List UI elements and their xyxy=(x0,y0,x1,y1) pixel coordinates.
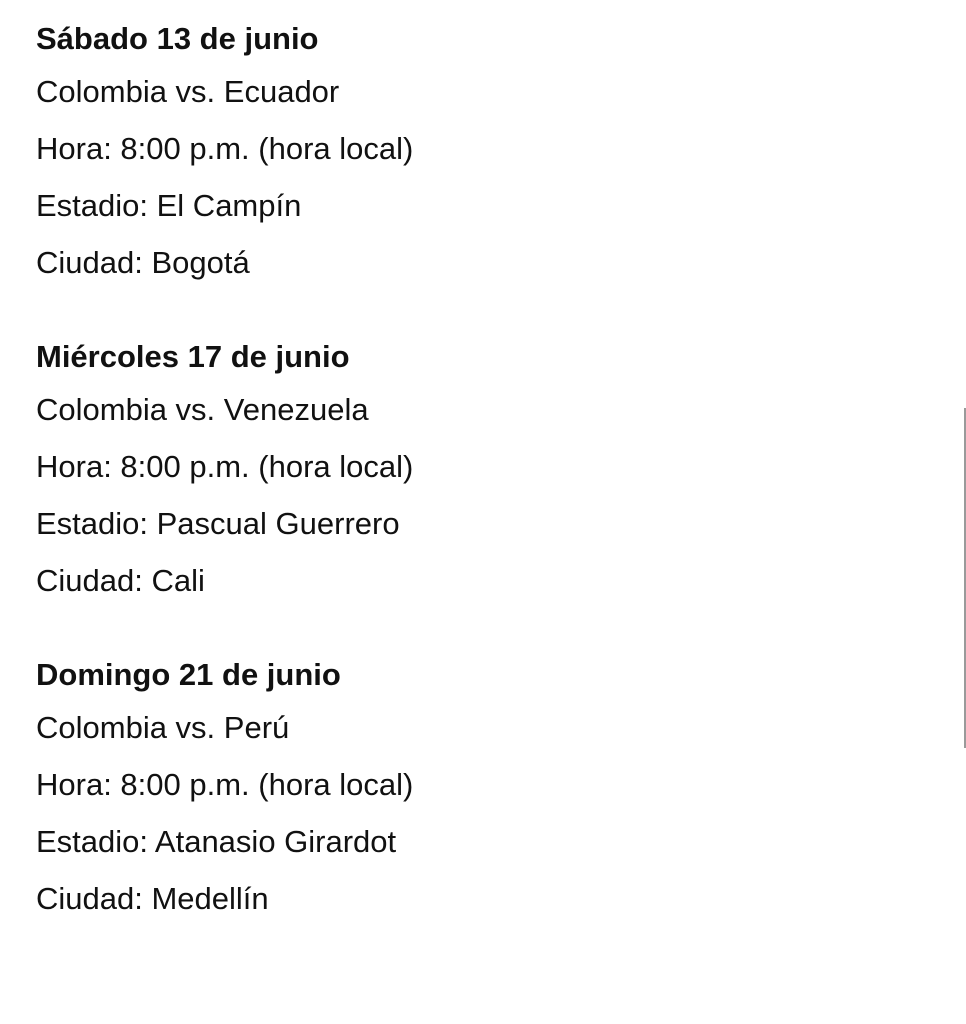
match-stadium: Estadio: Pascual Guerrero xyxy=(36,506,400,541)
match-city: Ciudad: Bogotá xyxy=(36,245,250,280)
match-date: Sábado 13 de junio xyxy=(36,21,319,56)
match-city: Ciudad: Cali xyxy=(36,563,205,598)
match-stadium: Estadio: El Campín xyxy=(36,188,302,223)
match-date: Miércoles 17 de junio xyxy=(36,339,350,374)
match-stadium: Estadio: Atanasio Girardot xyxy=(36,824,397,859)
match-block xyxy=(36,332,936,610)
match-date: Domingo 21 de junio xyxy=(36,657,341,692)
match-teams: Colombia vs. Perú xyxy=(36,710,290,745)
match-time: Hora: 8:00 p.m. (hora local) xyxy=(36,767,414,802)
match-teams: Colombia vs. Venezuela xyxy=(36,392,369,427)
match-block xyxy=(36,14,936,292)
match-time: Hora: 8:00 p.m. (hora local) xyxy=(36,449,414,484)
match-block xyxy=(36,650,936,928)
match-city: Ciudad: Medellín xyxy=(36,881,269,916)
match-schedule xyxy=(36,14,936,928)
match-teams: Colombia vs. Ecuador xyxy=(36,74,340,109)
match-time: Hora: 8:00 p.m. (hora local) xyxy=(36,131,414,166)
